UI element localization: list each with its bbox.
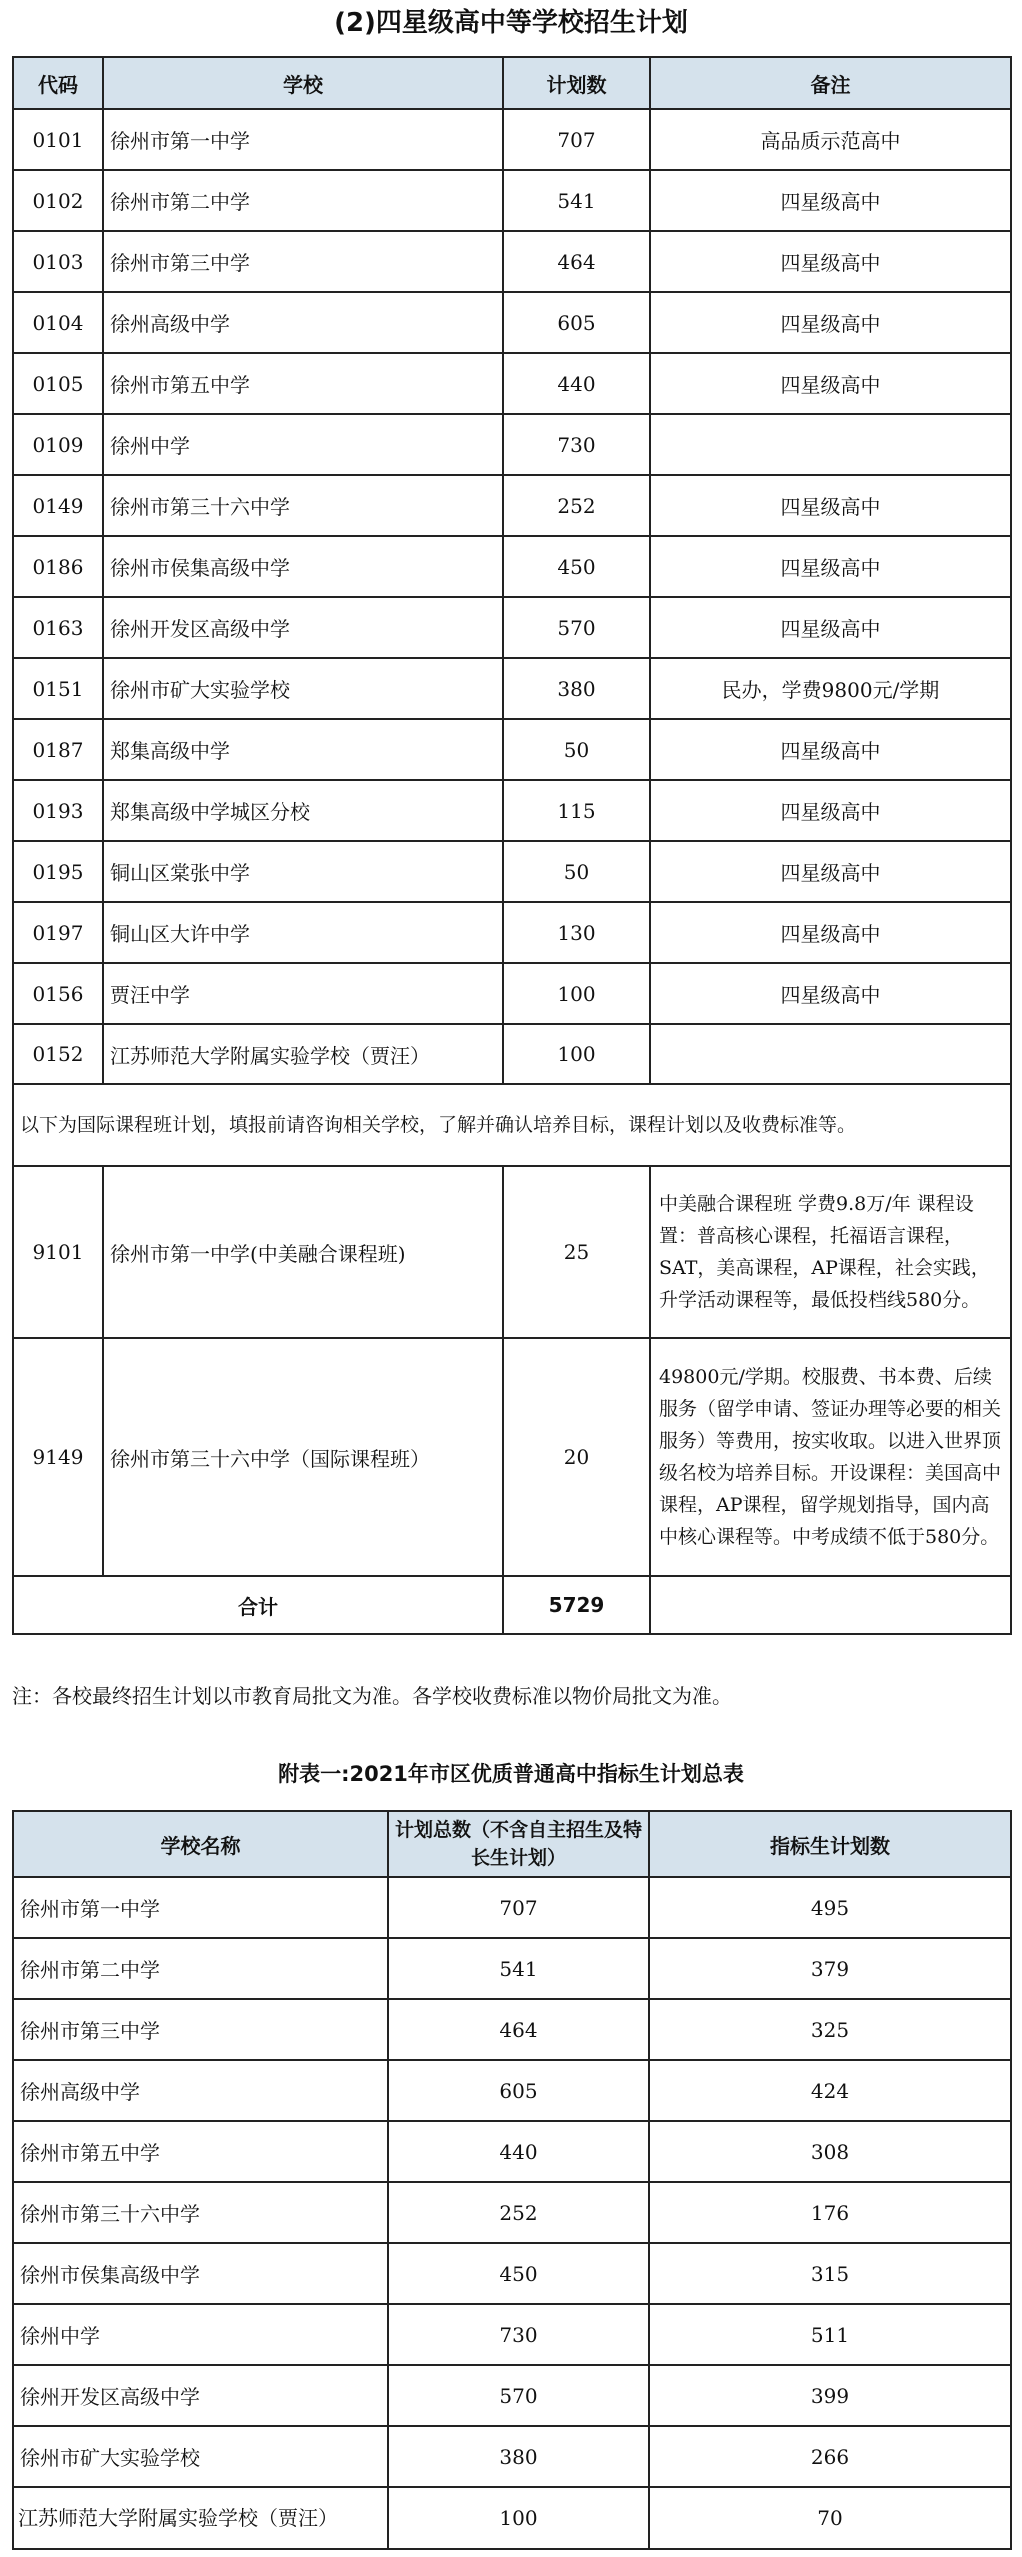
table-row <box>13 902 1011 963</box>
table-row <box>13 1877 1011 1938</box>
school-cell: 徐州中学 <box>103 414 503 475</box>
intl-plan: 25 <box>503 1166 650 1338</box>
school-cell: 徐州市第三中学 <box>103 231 503 292</box>
table-row <box>13 1024 1011 1084</box>
table-row <box>13 475 1011 536</box>
header-code: 代码 <box>13 57 103 109</box>
plan-cell: 130 <box>503 902 650 963</box>
code-cell: 0163 <box>13 597 103 658</box>
school-name-cell: 徐州市第一中学 <box>13 1877 388 1938</box>
header-school-name: 学校名称 <box>13 1811 388 1877</box>
intl-code: 9101 <box>13 1166 103 1338</box>
table-row <box>13 353 1011 414</box>
code-cell: 0193 <box>13 780 103 841</box>
school-name-cell: 徐州市第三十六中学 <box>13 2182 388 2243</box>
plan-cell: 115 <box>503 780 650 841</box>
code-cell: 0195 <box>13 841 103 902</box>
table-row <box>13 2182 1011 2243</box>
school-cell: 贾汪中学 <box>103 963 503 1024</box>
remark-cell: 四星级高中 <box>650 780 1011 841</box>
table-row <box>13 963 1011 1024</box>
school-name-cell: 徐州市矿大实验学校 <box>13 2426 388 2487</box>
table-row <box>13 1938 1011 1999</box>
plan-cell: 730 <box>503 414 650 475</box>
remark-cell: 四星级高中 <box>650 170 1011 231</box>
plan-cell: 570 <box>503 597 650 658</box>
header-plan-total: 计划总数（不含自主招生及特长生计划） <box>388 1811 649 1877</box>
table-row <box>13 780 1011 841</box>
plan-total-cell: 100 <box>388 2487 649 2549</box>
school-cell: 徐州市第二中学 <box>103 170 503 231</box>
remark-cell <box>650 1024 1011 1084</box>
school-cell: 铜山区棠张中学 <box>103 841 503 902</box>
table-row <box>13 2487 1011 2549</box>
remark-cell: 四星级高中 <box>650 597 1011 658</box>
plan-total-cell: 605 <box>388 2060 649 2121</box>
enrollment-plan-table <box>12 56 1012 1635</box>
quota-cell: 70 <box>649 2487 1011 2549</box>
table-row <box>13 2304 1011 2365</box>
school-cell: 徐州市矿大实验学校 <box>103 658 503 719</box>
plan-total-cell: 440 <box>388 2121 649 2182</box>
code-cell: 0187 <box>13 719 103 780</box>
school-name-cell: 徐州高级中学 <box>13 2060 388 2121</box>
quota-cell: 379 <box>649 1938 1011 1999</box>
table-row <box>13 109 1011 170</box>
code-cell: 0151 <box>13 658 103 719</box>
total-label: 合计 <box>13 1576 503 1634</box>
plan-cell: 541 <box>503 170 650 231</box>
school-cell: 江苏师范大学附属实验学校（贾汪） <box>103 1024 503 1084</box>
school-cell: 徐州市第三十六中学 <box>103 475 503 536</box>
quota-cell: 308 <box>649 2121 1011 2182</box>
remark-cell: 四星级高中 <box>650 841 1011 902</box>
code-cell: 0101 <box>13 109 103 170</box>
school-name-cell: 徐州中学 <box>13 2304 388 2365</box>
header-quota: 指标生计划数 <box>649 1811 1011 1877</box>
plan-cell: 464 <box>503 231 650 292</box>
plan-cell: 440 <box>503 353 650 414</box>
remark-cell: 四星级高中 <box>650 963 1011 1024</box>
table-row <box>13 658 1011 719</box>
table1-header-row <box>13 57 1011 109</box>
intl-row <box>13 1166 1011 1338</box>
remark-cell: 四星级高中 <box>650 475 1011 536</box>
intl-code: 9149 <box>13 1338 103 1576</box>
plan-total-cell: 730 <box>388 2304 649 2365</box>
plan-total-cell: 380 <box>388 2426 649 2487</box>
school-name-cell: 徐州市第五中学 <box>13 2121 388 2182</box>
quota-cell: 424 <box>649 2060 1011 2121</box>
code-cell: 0102 <box>13 170 103 231</box>
table-row <box>13 170 1011 231</box>
code-cell: 0109 <box>13 414 103 475</box>
school-name-cell: 徐州市侯集高级中学 <box>13 2243 388 2304</box>
remark-cell: 高品质示范高中 <box>650 109 1011 170</box>
school-name-cell: 江苏师范大学附属实验学校（贾汪） <box>13 2487 388 2549</box>
remark-cell: 四星级高中 <box>650 292 1011 353</box>
plan-cell: 707 <box>503 109 650 170</box>
plan-total-cell: 450 <box>388 2243 649 2304</box>
quota-cell: 315 <box>649 2243 1011 2304</box>
plan-total-cell: 464 <box>388 1999 649 2060</box>
remark-cell: 四星级高中 <box>650 902 1011 963</box>
code-cell: 0156 <box>13 963 103 1024</box>
school-cell: 郑集高级中学 <box>103 719 503 780</box>
intl-plan: 20 <box>503 1338 650 1576</box>
school-cell: 铜山区大许中学 <box>103 902 503 963</box>
table1-title: (2)四星级高中等学校招生计划 <box>334 8 688 38</box>
plan-cell: 380 <box>503 658 650 719</box>
table-row <box>13 231 1011 292</box>
plan-cell: 100 <box>503 1024 650 1084</box>
table-row <box>13 414 1011 475</box>
remark-cell: 四星级高中 <box>650 231 1011 292</box>
school-cell: 徐州高级中学 <box>103 292 503 353</box>
quota-cell: 176 <box>649 2182 1011 2243</box>
school-name-cell: 徐州市第三中学 <box>13 1999 388 2060</box>
code-cell: 0103 <box>13 231 103 292</box>
intl-row <box>13 1338 1011 1576</box>
plan-total-cell: 541 <box>388 1938 649 1999</box>
remark-cell: 民办，学费9800元/学期 <box>650 658 1011 719</box>
total-row <box>13 1576 1011 1634</box>
remark-cell: 四星级高中 <box>650 719 1011 780</box>
remark-cell <box>650 414 1011 475</box>
remark-cell: 四星级高中 <box>650 353 1011 414</box>
school-cell: 徐州开发区高级中学 <box>103 597 503 658</box>
intl-school: 徐州市第三十六中学（国际课程班） <box>103 1338 503 1576</box>
plan-cell: 450 <box>503 536 650 597</box>
plan-cell: 50 <box>503 719 650 780</box>
code-cell: 0104 <box>13 292 103 353</box>
table-row <box>13 2121 1011 2182</box>
quota-cell: 266 <box>649 2426 1011 2487</box>
table-row <box>13 536 1011 597</box>
school-cell: 郑集高级中学城区分校 <box>103 780 503 841</box>
intl-school: 徐州市第一中学(中美融合课程班) <box>103 1166 503 1338</box>
plan-cell: 100 <box>503 963 650 1024</box>
quota-cell: 399 <box>649 2365 1011 2426</box>
plan-total-cell: 570 <box>388 2365 649 2426</box>
code-cell: 0105 <box>13 353 103 414</box>
school-name-cell: 徐州市第二中学 <box>13 1938 388 1999</box>
footnote: 注：各校最终招生计划以市教育局批文为准。各学校收费标准以物价局批文为准。 <box>12 1684 732 1708</box>
table-row <box>13 597 1011 658</box>
school-cell: 徐州市侯集高级中学 <box>103 536 503 597</box>
table-row <box>13 2365 1011 2426</box>
table-row <box>13 719 1011 780</box>
school-cell: 徐州市第一中学 <box>103 109 503 170</box>
plan-total-cell: 252 <box>388 2182 649 2243</box>
plan-total-cell: 707 <box>388 1877 649 1938</box>
code-cell: 0152 <box>13 1024 103 1084</box>
school-name-cell: 徐州开发区高级中学 <box>13 2365 388 2426</box>
table2-title: 附表一:2021年市区优质普通高中指标生计划总表 <box>278 1762 744 1786</box>
table-row <box>13 2060 1011 2121</box>
quota-cell: 511 <box>649 2304 1011 2365</box>
table-row <box>13 841 1011 902</box>
total-value: 5729 <box>503 1576 650 1634</box>
header-plan: 计划数 <box>503 57 650 109</box>
table-row <box>13 1999 1011 2060</box>
header-remark: 备注 <box>650 57 1011 109</box>
table-row <box>13 2426 1011 2487</box>
quota-cell: 325 <box>649 1999 1011 2060</box>
table-row <box>13 292 1011 353</box>
quota-plan-table <box>12 1810 1012 2550</box>
school-cell: 徐州市第五中学 <box>103 353 503 414</box>
remark-cell: 四星级高中 <box>650 536 1011 597</box>
intl-note-row <box>13 1084 1011 1166</box>
plan-cell: 605 <box>503 292 650 353</box>
table-row <box>13 2243 1011 2304</box>
code-cell: 0197 <box>13 902 103 963</box>
intl-remark: 中美融合课程班 学费9.8万/年 课程设置：普高核心课程，托福语言课程，SAT，美高课程，AP课程，社会实践，升学活动课程等，最低投档线580分。 <box>650 1166 1011 1338</box>
plan-cell: 50 <box>503 841 650 902</box>
code-cell: 0186 <box>13 536 103 597</box>
total-remark-empty <box>650 1576 1011 1634</box>
header-school: 学校 <box>103 57 503 109</box>
intl-remark: 49800元/学期。校服费、书本费、后续服务（留学申请、签证办理等必要的相关服务）等费用，按实收取。以进入世界顶级名校为培养目标。开设课程：美国高中课程，AP课程，留学规划指导，国内高中核心课程等。中考成绩不低于580分。 <box>650 1338 1011 1576</box>
code-cell: 0149 <box>13 475 103 536</box>
plan-cell: 252 <box>503 475 650 536</box>
intl-note: 以下为国际课程班计划，填报前请咨询相关学校，了解并确认培养目标，课程计划以及收费标准等。 <box>13 1084 1011 1166</box>
quota-cell: 495 <box>649 1877 1011 1938</box>
table2-header-row <box>13 1811 1011 1877</box>
